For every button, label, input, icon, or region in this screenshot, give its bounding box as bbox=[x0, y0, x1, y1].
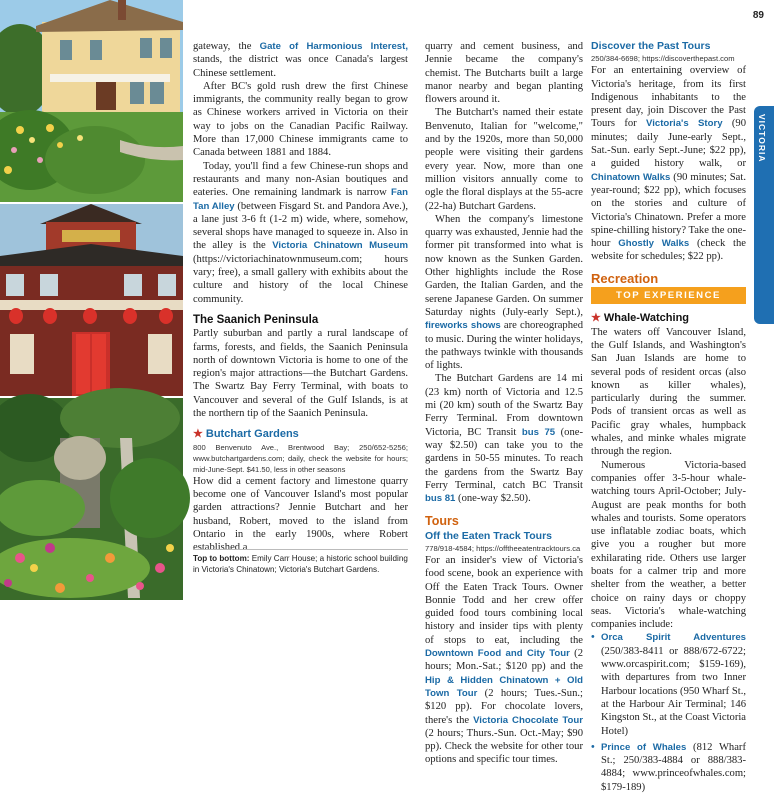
text: For an insider's view of Victoria's food scene, book an experience with Off the Eaten Track Tours. Owner Bonnie Todd and her crew offer guided food tours combining local history and insider tips with plenty of stops to eat, including the bbox=[425, 554, 583, 646]
list-item bbox=[591, 631, 746, 737]
top-experience-banner: TOP EXPERIENCE bbox=[591, 287, 746, 304]
paragraph bbox=[425, 554, 583, 767]
saanich-heading: The Saanich Peninsula bbox=[193, 313, 319, 326]
paragraph: Partly suburban and partly a rural landscape of farms, forests, and fields, the Saanich Peninsula north of downtown Victoria is home to one of the region's major attractions—the Butchart Gardens. The Swartz Bay Ferry Terminal, with boats to Vancouver and several of the Gulf Islands, is at the northern tip of the Saanich Peninsula. bbox=[193, 328, 408, 420]
school-illustration bbox=[0, 204, 183, 396]
text: stands, the district was once Canada's largest Chinese settlement. bbox=[193, 54, 408, 79]
eaten-track-heading: Off the Eaten Track Tours bbox=[425, 529, 552, 542]
caption-bold: Top to bottom: bbox=[193, 554, 250, 563]
text: (check the website for schedules; $22 pp). bbox=[591, 238, 746, 263]
photo-caption bbox=[193, 549, 408, 575]
photo-emily-carr-house bbox=[0, 0, 183, 202]
text: (one-way $2.50) can take you to the gardens in 50-55 minutes. To reach the gardens from the Swartz Bay Ferry Terminal, catch BC Transit bbox=[425, 426, 583, 491]
paragraph bbox=[193, 160, 408, 306]
paragraph: After BC's gold rush drew the first Chinese immigrants, the community really began to grow as Chinese workers arrived in Victoria on their way to jobs on the Canadian Pacific Railway. More than 17,000 Chinese immigrants came to Canada between 1881 and 1884. bbox=[193, 80, 408, 159]
text: (between Fisgard St. and Pandora Ave.), a lane just 3-6 ft (1-2 m) wide, where, somehow, several shops have managed to squeeze in. Also in the alley is the bbox=[193, 200, 408, 252]
whale-heading bbox=[591, 312, 746, 325]
caption-text: Emily Carr House; a historic school building in Victoria's Chinatown; Victoria's Butchart Gardens. bbox=[193, 554, 408, 574]
star-icon: ★ bbox=[591, 312, 601, 325]
victorias-story-link: Victoria's Story bbox=[646, 118, 723, 130]
text: (812 Wharf St.; 250/383-4884 or 888/383-4884; www.princeofwhales.com; $179-189) bbox=[601, 741, 746, 793]
paragraph bbox=[591, 64, 746, 263]
chinatown-walks-link: Chinatown Walks bbox=[591, 171, 671, 183]
paragraph bbox=[193, 40, 408, 80]
bus-75-link: bus 75 bbox=[521, 426, 556, 438]
column-3 bbox=[591, 40, 746, 794]
heading-text: Butchart Gardens bbox=[205, 428, 299, 441]
column-2 bbox=[425, 40, 583, 767]
text: (one-way $2.50). bbox=[455, 493, 531, 505]
text: (2 hours; Mon.-Sat.; $120 pp) and the bbox=[425, 648, 583, 673]
paragraph bbox=[425, 372, 583, 505]
chinatown-museum-link: Victoria Chinatown Museum bbox=[272, 240, 408, 252]
text: gateway, the bbox=[193, 41, 260, 52]
eaten-track-info: 778/918-4584; https://offtheeatentracktours.ca bbox=[425, 543, 581, 553]
text: When the company's limestone quarry was exhausted, Jennie had the former pit transformed into what is now known as the Sunken Garden. Other highlights include the Rose Garden, the Italian Garden, and the serene Japanese Garden. On summer Saturday nights (July-early Sept.), bbox=[425, 213, 583, 318]
discover-heading: Discover the Past Tours bbox=[591, 40, 711, 52]
chocolate-tour-link: Victoria Chocolate Tour bbox=[473, 714, 583, 726]
discover-info: 250/384-6698; https://discoverthepast.com bbox=[591, 54, 735, 64]
gate-link: Gate of Harmonious Interest, bbox=[259, 41, 408, 52]
text: (2 hours; Thurs.-Sun. Oct.-May; $90 pp). Check the website for other tour options and specific tour times. bbox=[425, 727, 583, 766]
chinatown-tour-link: Hip & Hidden Chinatown + Old Town Tour bbox=[425, 674, 583, 699]
text: (90 minutes; Sat. year-round; $22 pp), which focuses on the stories and culture of Victoria's Chinatown. Prefer a more spine-chilling history? Take the one-hour bbox=[591, 171, 746, 250]
fan-tan-alley-link: Fan Tan Alley bbox=[193, 187, 408, 212]
side-tab bbox=[754, 106, 774, 324]
text: (https://victoriachinatownmuseum.com; hours vary; free), a small gallery with exhibits about the culture and history of the local Chinese community. bbox=[193, 253, 408, 305]
photo-butchart-gardens bbox=[0, 398, 183, 600]
downtown-tour-link: Downtown Food and City Tour bbox=[425, 648, 570, 660]
text: are choreographed to music. During the winter holidays, the pathways twinkle with thousands of lights. bbox=[425, 320, 584, 372]
text: (250/383-8411 or 888/672-6722; www.orcaspirit.com; $159-169), with departures from two Inner Harbour locations (950 Wharf St., at the Harbour Air Terminal; 146 Kingston St., at the Coast Victoria Hotel) bbox=[601, 645, 746, 737]
list-item bbox=[591, 741, 746, 794]
paragraph: How did a cement factory and limestone quarry become one of Vancouver Island's most popular garden attractions? Jennie Butchart and her husband, Robert, moved to the island from Ontario in the early 1900s, where Robert established a bbox=[193, 475, 408, 554]
heading-text: Whale-Watching bbox=[603, 312, 690, 325]
orca-spirit-link: Orca Spirit Adventures bbox=[601, 632, 746, 644]
butchart-info: 800 Benvenuto Ave., Brentwood Bay; 250/652-5256; www.butchartgardens.com; daily, check the website for hours; mid-June-Sept. $41.50, less in other seasons bbox=[193, 442, 408, 474]
house-illustration bbox=[0, 0, 183, 202]
fireworks-link: fireworks shows bbox=[425, 320, 501, 332]
whale-company-list bbox=[591, 631, 746, 794]
text: Today, you'll find a few Chinese-run shops and restaurants and many non-Asian boutiques and eateries. One remaining landmark is narrow bbox=[193, 160, 408, 199]
bus-81-link: bus 81 bbox=[425, 493, 456, 505]
photo-chinatown-school bbox=[0, 204, 183, 396]
paragraph: quarry and cement business, and Jennie became the company's chemist. The Butcharts built a large manor nearby and began planting flowers around it. bbox=[425, 41, 583, 106]
star-icon: ★ bbox=[193, 428, 203, 441]
text: The Butchart Gardens are 14 mi (23 km) north of Victoria and 12.5 mi (20 km) south of the Swartz Bay Ferry Terminal. From downtown Victoria, BC Transit bbox=[425, 373, 583, 438]
prince-of-whales-link: Prince of Whales bbox=[601, 741, 687, 753]
paragraph: The Butchart's named their estate Benvenuto, Italian for "welcome," and by the 1920s, more than 50,000 people were visiting their gardens every year. Now, more than one million visitors annually come to ogle the floral displays at the 55-acre (22-ha) Butchart Gardens. bbox=[425, 107, 583, 212]
paragraph bbox=[425, 213, 583, 373]
butchart-heading bbox=[193, 428, 408, 441]
garden-illustration bbox=[0, 398, 183, 600]
paragraph: The waters off Vancouver Island, the Gulf Islands, and Washington's San Juan Islands are home to several pods of resident orcas (also known as killer whales), particularly during the summer. Pods of transient orcas as well as Pacific gray whales, humpback whales, and minke whales migrate through the region. bbox=[591, 326, 746, 458]
recreation-heading: Recreation bbox=[591, 270, 659, 286]
text: For an entertaining overview of Victoria's heritage, from its first Indigenous inhabitants to the present day, join Discover the Past Tours for bbox=[591, 65, 746, 130]
text: (2 hours; Tues.-Sun.; $120 pp). For chocolate lovers, there's the bbox=[425, 687, 583, 726]
photo-strip bbox=[0, 0, 183, 600]
ghostly-walks-link: Ghostly Walks bbox=[618, 238, 690, 250]
column-1 bbox=[193, 40, 408, 554]
paragraph: Numerous Victoria-based companies offer 3-5-hour whale-watching tours April-October; July-August are peak months for both whales and tourists. Some operators use inflatable zodiac boats, which give you a rougher but more exhilarating ride. Others use larger boats for a calmer trip and more shelter from the weather, a better choice on rainy days or choppy seas. Victoria's whale-watching companies include: bbox=[591, 459, 746, 631]
side-tab-label: VICTORIA bbox=[757, 114, 767, 163]
page-number: 89 bbox=[752, 10, 764, 21]
tours-heading: Tours bbox=[425, 514, 459, 529]
text: (90 minutes; daily June-early Sept., Sat.-Sun. early Sept.-June; $22 pp), a guided history walk, or bbox=[591, 118, 746, 170]
